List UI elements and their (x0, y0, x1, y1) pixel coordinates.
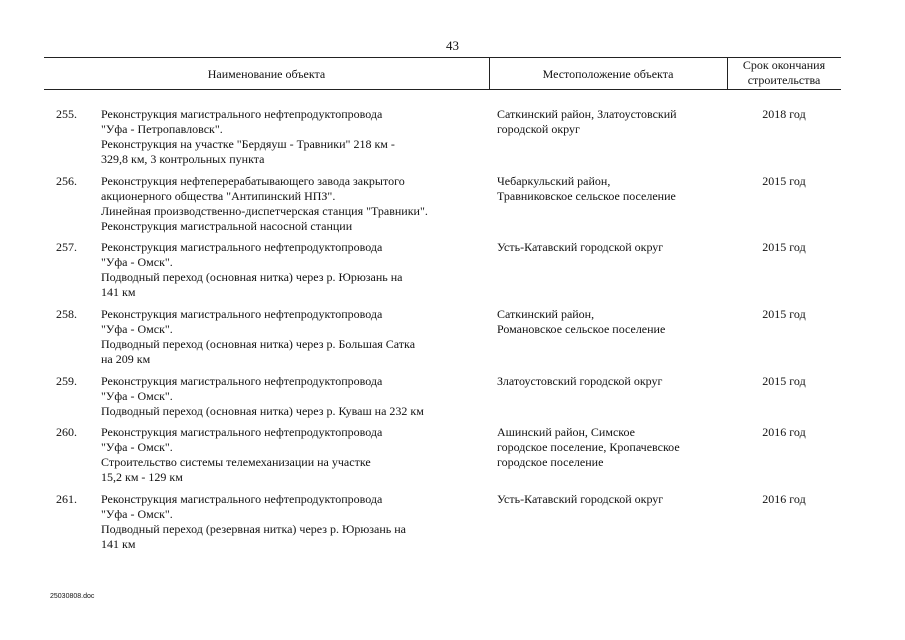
completion-year: 2015 год (762, 240, 806, 254)
object-name-line: Реконструкция магистрального нефтепродуктопровода (101, 107, 383, 121)
object-location-line: Саткинский район, (497, 307, 595, 321)
table-header-top-rule (44, 57, 841, 58)
object-location-line: Романовское сельское поселение (497, 322, 666, 336)
object-location (497, 107, 725, 137)
object-name-line: Подводный переход (основная нитка) через р. Большая Сатка (101, 337, 416, 351)
completion-year: 2016 год (762, 492, 806, 506)
object-name-line: Подводный переход (основная нитка) через р. Юрюзань на (101, 270, 403, 284)
row-number: 260. (56, 425, 77, 439)
object-name-line: "Уфа - Омск". (101, 389, 173, 403)
object-location (497, 374, 725, 389)
object-name-line: 141 км (101, 537, 136, 551)
object-name-line: "Уфа - Омск". (101, 507, 173, 521)
completion-year: 2018 год (762, 107, 806, 121)
object-name-line: "Уфа - Омск". (101, 440, 173, 454)
object-name-line: "Уфа - Омск". (101, 255, 173, 269)
object-location-line: Ашинский район, Симское (497, 425, 635, 439)
object-location (497, 174, 725, 204)
object-location-line: Саткинский район, Златоустовский (497, 107, 677, 121)
object-location-line: Усть-Катавский городской округ (497, 492, 664, 506)
object-name-line: Подводный переход (резервная нитка) через р. Юрюзань на (101, 522, 407, 536)
header-deadline-line: Срок окончания (742, 58, 826, 72)
object-location-line: Чебаркульский район, (497, 174, 611, 188)
object-name (101, 107, 491, 167)
object-name-line: Реконструкция магистрального нефтепродуктопровода (101, 425, 383, 439)
document-file-name: 25030808.doc (50, 593, 95, 600)
object-name-line: Реконструкция на участке "Бердяуш - Травники" 218 км - (101, 137, 395, 151)
object-name-line: Реконструкция магистрального нефтепродуктопровода (101, 374, 383, 388)
object-location-line: Златоустовский городской округ (497, 374, 663, 388)
header-deadline-line: строительства (747, 73, 821, 87)
object-name-line: 15,2 км - 129 км (101, 470, 183, 484)
object-name-line: Линейная производственно-диспетчерская станция "Травники". (101, 204, 428, 218)
object-name-line: 141 км (101, 285, 136, 299)
header-name-column: Наименование объекта (207, 67, 326, 81)
object-location-line: Травниковское сельское поселение (497, 189, 676, 203)
object-name-line: Строительство системы телемеханизации на участке (101, 455, 371, 469)
object-name (101, 492, 491, 552)
completion-year: 2015 год (762, 374, 806, 388)
object-location-line: городской округ (497, 122, 580, 136)
object-name-line: на 209 км (101, 352, 151, 366)
row-number: 257. (56, 240, 77, 254)
object-name (101, 374, 491, 419)
object-name-line: 329,8 км, 3 контрольных пункта (101, 152, 265, 166)
object-name-line: "Уфа - Петропавловск". (101, 122, 223, 136)
object-name-line: "Уфа - Омск". (101, 322, 173, 336)
header-deadline-column (727, 58, 841, 88)
object-name-line: Реконструкция магистрального нефтепродуктопровода (101, 492, 383, 506)
row-number: 256. (56, 174, 77, 188)
object-location-line: городское поселение, Кропачевское (497, 440, 680, 454)
row-number: 255. (56, 107, 77, 121)
object-location (497, 240, 725, 255)
completion-year: 2015 год (762, 174, 806, 188)
object-location-line: Усть-Катавский городской округ (497, 240, 664, 254)
table-header-bottom-rule (44, 89, 841, 90)
page-number: 43 (446, 38, 459, 53)
object-name (101, 425, 491, 485)
object-name (101, 174, 491, 234)
object-location (497, 425, 725, 470)
completion-year: 2015 год (762, 307, 806, 321)
object-name-line: Реконструкция магистрального нефтепродуктопровода (101, 240, 383, 254)
object-name-line: акционерного общества "Антипинский НПЗ". (101, 189, 336, 203)
object-location (497, 492, 725, 507)
object-name-line: Реконструкция нефтеперерабатывающего завода закрытого (101, 174, 405, 188)
object-location (497, 307, 725, 337)
object-name (101, 307, 491, 367)
row-number: 258. (56, 307, 77, 321)
object-name-line: Реконструкция магистрального нефтепродуктопровода (101, 307, 383, 321)
object-name-line: Реконструкция магистральной насосной станции (101, 219, 353, 233)
row-number: 261. (56, 492, 77, 506)
object-name-line: Подводный переход (основная нитка) через р. Куваш на 232 км (101, 404, 424, 418)
object-location-line: городское поселение (497, 455, 604, 469)
completion-year: 2016 год (762, 425, 806, 439)
header-location-column: Местоположение объекта (542, 67, 674, 81)
row-number: 259. (56, 374, 77, 388)
object-name (101, 240, 491, 300)
